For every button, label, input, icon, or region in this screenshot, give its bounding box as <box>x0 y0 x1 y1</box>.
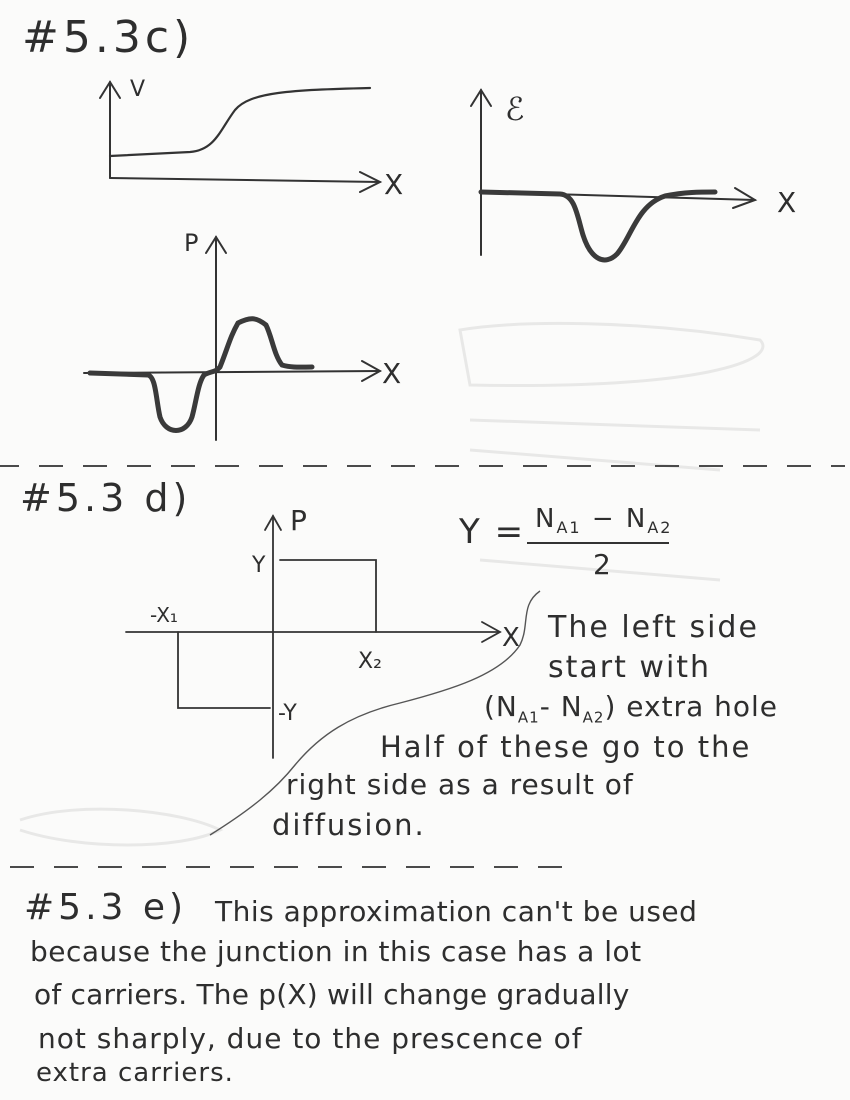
note-line-3-sub1: A1 <box>517 708 540 727</box>
graph-e-curve <box>481 192 715 260</box>
graph-d-x-axis-label: X <box>502 623 520 653</box>
section-e-line-3: of carriers. The p(X) will change gradually <box>34 978 630 1011</box>
graph-v-curve <box>110 88 370 156</box>
graph-d-x-pos-label: X₂ <box>358 649 382 674</box>
graph-d-y-axis-label: P <box>290 508 307 537</box>
section-e-heading: #5.3 e) <box>24 887 188 928</box>
note-line-1: The left side <box>548 610 759 645</box>
section-e-line-4: not sharply, due to the prescence of <box>38 1022 583 1055</box>
graph-v-x-label: X <box>384 168 404 201</box>
graph-d-x-neg-label: -X₁ <box>150 603 178 627</box>
graph-p-x-label: X <box>382 357 402 390</box>
formula-fraction-bar <box>527 542 669 544</box>
graph-p-y-label: P <box>184 229 199 257</box>
note-line-3-open: (N <box>484 690 518 723</box>
note-line-4: Half of these go to the <box>380 730 752 764</box>
note-line-3-mid: - N <box>539 690 583 723</box>
note-line-3-sub2: A2 <box>582 708 605 727</box>
graph-d-level-neg-label: -Y <box>278 701 297 726</box>
formula-numerator <box>535 504 672 537</box>
formula-n2: N <box>625 504 648 534</box>
note-line-3-end: ) extra hole <box>604 690 779 723</box>
formula-n1: N <box>535 504 557 534</box>
formula-denominator: 2 <box>593 548 613 581</box>
formula-n2-sub: A2 <box>647 518 673 538</box>
section-divider-1 <box>0 465 845 467</box>
formula-y <box>455 500 695 590</box>
section-e-line-1: This approximation can't be used <box>215 895 698 928</box>
formula-lhs: Y = <box>459 512 526 552</box>
section-e-line-2: because the junction in this case has a lot <box>30 935 642 968</box>
graph-v-y-label: V <box>130 77 146 102</box>
graph-e-x-label: X <box>777 186 797 219</box>
note-line-2: start with <box>548 650 712 685</box>
formula-n1-sub: A1 <box>556 518 582 538</box>
graph-e-y-label: ℰ <box>505 90 525 128</box>
note-line-5: right side as a result of <box>286 768 634 801</box>
graph-v-x-axis <box>110 178 380 182</box>
graph-p <box>80 225 420 450</box>
section-c-heading: #5.3c) <box>22 12 195 63</box>
graph-p-curve <box>90 319 312 431</box>
section-divider-2 <box>10 866 570 868</box>
graph-e <box>465 80 825 270</box>
note-line-3 <box>484 690 778 727</box>
graph-d-level-pos-label: Y <box>252 553 266 578</box>
section-e-line-5: extra carriers. <box>36 1058 234 1088</box>
graph-v <box>90 70 420 210</box>
section-d-heading: #5.3 d) <box>20 476 192 520</box>
formula-minus: − <box>591 504 616 534</box>
note-line-6: diffusion. <box>272 808 426 842</box>
